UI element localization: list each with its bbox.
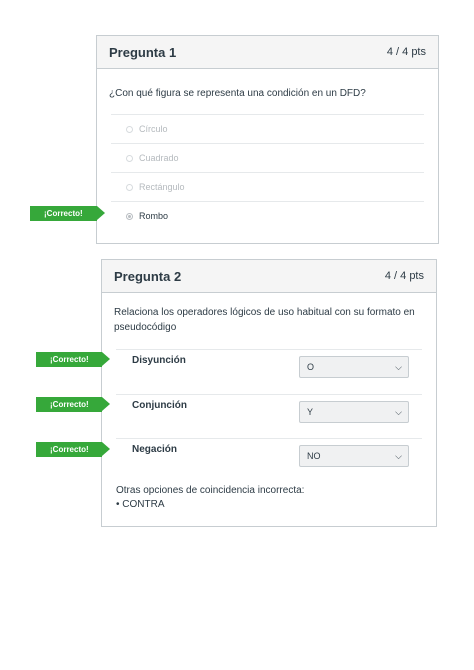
other-options [116,485,304,510]
match-label: Conjunción [132,400,187,411]
question-2-header [102,260,436,293]
radio-button[interactable] [126,184,133,191]
question-2-points: 4 / 4 pts [384,270,424,282]
chevron-down-icon: ⌵ [395,361,402,372]
question-1-card [96,35,439,244]
answer-option[interactable] [111,143,424,172]
correct-badge: ¡Correcto! [36,442,102,457]
question-2-title: Pregunta 2 [114,268,182,284]
question-2-text [114,305,424,335]
other-options-title: Otras opciones de coincidencia incorrecta: [116,485,305,496]
other-option-text: CONTRA [122,499,165,510]
chevron-down-icon: ⌵ [395,406,402,417]
other-option-item [116,499,304,510]
answer-label: Cuadrado [139,153,179,163]
select-value: O [307,362,315,372]
radio-button-checked[interactable] [126,213,133,220]
radio-button[interactable] [126,126,133,133]
bullet: • [116,499,123,510]
question-1-points: 4 / 4 pts [386,46,426,58]
answer-label: Círculo [139,124,168,134]
match-select[interactable] [299,356,409,378]
question-2-text-line: Relaciona los operadores lógicos de uso habitual con su formato en [114,307,415,318]
question-1-text: ¿Con qué figura se representa una condición en un DFD? [109,88,366,99]
answer-label: Rectángulo [139,182,185,192]
correct-badge: ¡Correcto! [36,352,102,367]
correct-badge: ¡Correcto! [30,206,97,221]
match-row-disyuncion [116,349,422,394]
chevron-down-icon: ⌵ [395,450,402,461]
question-1-header [97,36,438,69]
answer-option-selected[interactable] [111,201,424,230]
question-2-text-line: pseudocódigo [114,322,177,333]
question-1-title: Pregunta 1 [109,44,177,60]
match-label: Disyunción [132,355,186,366]
correct-badge: ¡Correcto! [36,397,102,412]
answer-label: Rombo [139,211,169,221]
match-select[interactable] [299,445,409,467]
select-value: Y [307,407,314,417]
match-label: Negación [132,444,178,455]
answer-option[interactable] [111,172,424,201]
match-row-conjuncion [116,394,422,439]
question-2-card [101,259,437,527]
radio-button[interactable] [126,155,133,162]
select-value: NO [307,451,321,461]
answer-option[interactable] [111,114,424,143]
match-row-negacion [116,438,422,483]
match-select[interactable] [299,401,409,423]
